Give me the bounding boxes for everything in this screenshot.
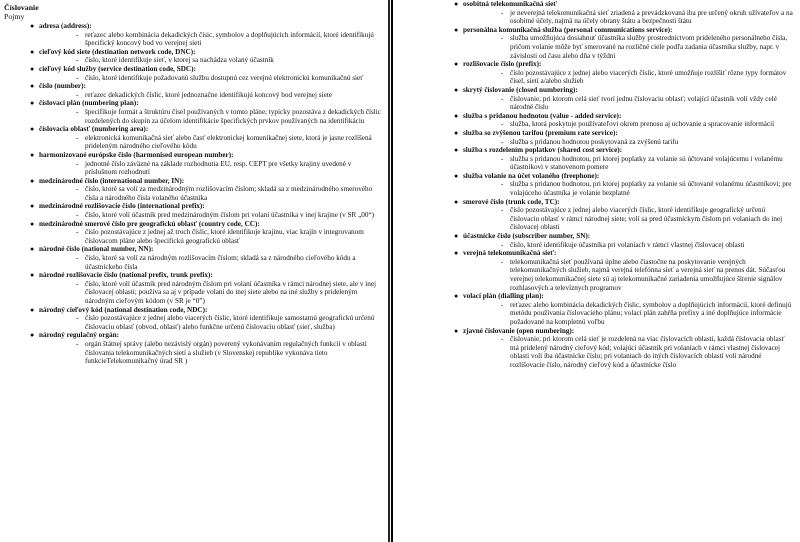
term-definition — [22, 280, 382, 306]
term-name: služba s rozdelením poplatkov (shared cost service): — [463, 146, 623, 155]
definition-text: služba, ktorá poskytuje používateľovi okrem prenosu aj uchovanie a spracovanie informácií — [510, 120, 775, 129]
bullet-icon: ● — [30, 82, 35, 91]
bullet-icon: ● — [454, 326, 459, 335]
glossary-term — [22, 306, 382, 315]
term-name: národný cieľový kód (national destination code, NDC): — [39, 305, 208, 314]
bullet-icon: ● — [30, 176, 35, 185]
bullet-icon: ● — [454, 171, 459, 180]
term-name: zjavné číslovanie (open numbering): — [463, 326, 575, 335]
term-definition — [453, 69, 794, 86]
term-name: cieľový kód služby (service destination code, SDC): — [39, 64, 196, 73]
dash-marker: - — [76, 159, 79, 168]
dash-marker: - — [501, 137, 504, 146]
term-definition — [22, 254, 382, 271]
definition-text: číslo pozostávajúce z jednej alebo viacerých číslic, ktoré identifikuje geografický určenú číslovaciu oblasť v rámci národnej siete; volí sa pred účastníckym číslom pri volaniach do inej číslovacej oblasti — [510, 206, 783, 232]
dash-marker: - — [501, 34, 504, 43]
term-name: osobitná telekomunikačná sieť — [463, 0, 557, 8]
bullet-icon: ● — [454, 25, 459, 34]
term-definition — [22, 56, 382, 65]
term-name: služba s pridanou hodnotou (value - added service): — [463, 111, 622, 120]
term-name: medzinárodné smerové číslo pre geografickú oblasť (country code, CC): — [39, 219, 260, 228]
bullet-icon: ● — [454, 60, 459, 69]
definition-text: číslovanie, pri ktorom celá sieť je rozdelená na viac číslovacích oblastí, každá číslovacia oblasť má pridelený národný cieľový kód; volajúci účastník pri volaniach v rámci vlastnej číslovacej oblasti volí iba účastnícke číslo; pri volaniach do iných číslovacích oblastí volí národné rozlišovacie číslo, národný cieľový kód a účastnícke číslo — [510, 335, 785, 369]
definition-text: číslovanie, pri ktorom celá sieť tvorí jednu číslovaciu oblasť; volající účastník volí vždy celé národné číslo — [510, 94, 777, 112]
dash-marker: - — [76, 228, 79, 237]
term-name: cieľový kód siete (destination network code, DNC): — [39, 47, 196, 56]
term-definition — [453, 120, 794, 129]
dash-marker: - — [76, 314, 79, 323]
bullet-icon: ● — [30, 99, 35, 108]
term-name: číslo (number): — [39, 82, 86, 91]
glossary-term — [453, 112, 794, 121]
definition-text: reťazec dekadických číslic, ktoré jednoznačne identifikujú koncový bod verejnej siete — [85, 90, 332, 99]
glossary-term — [22, 271, 382, 280]
term-definition — [22, 108, 382, 125]
glossary-term — [22, 48, 382, 57]
dash-marker: - — [501, 120, 504, 129]
bullet-icon: ● — [454, 292, 459, 301]
glossary-term — [22, 177, 382, 186]
term-name: skrytý číslovanie (closed numbering): — [463, 85, 578, 94]
term-name: adresa (address): — [39, 22, 92, 30]
bullet-icon: ● — [454, 0, 459, 8]
glossary-term — [22, 245, 382, 254]
definition-text: jednotné číslo záväzné na základe rozhodnutia EU, resp. CEPT pre všetky krajiny uvedené v príslušnom rozhodnutí — [85, 159, 352, 177]
definition-text: číslo pozostávajúce z jednej alebo viacerých číslic, ktoré umožňuje rozlíšiť rôzne typy formátov čísel, sietí a/alebo služieb — [510, 68, 787, 86]
definition-text: je neverejná telekomunikačná sieť zriadená a prevádzkovaná iba pre určený okruh užívateľov a na osobitné účely, najmä na účely obrany štátu a bezpečnosti štátu — [510, 8, 793, 26]
term-definition — [453, 180, 794, 197]
definition-text: služba s pridanou hodnotou poskytovaná za zvýšenú tarifu — [510, 137, 679, 146]
glossary-term — [453, 172, 794, 181]
glossary-term — [453, 60, 794, 69]
dash-marker: - — [501, 257, 504, 266]
glossary-list-left — [22, 22, 382, 366]
glossary-term — [22, 151, 382, 160]
term-name: medzinárodné rozlišovacie číslo (international prefix): — [39, 202, 205, 211]
term-definition — [453, 9, 794, 26]
term-definition — [453, 155, 794, 172]
dash-marker: - — [76, 254, 79, 263]
glossary-term — [22, 65, 382, 74]
definition-text: telekomunikačná sieť používaná úplne alebo čiastočne na poskytovanie verejných telekomunikačných služieb, najmä verejná telefónna sieť a verejná sieť na prenos dát. Súčasťou verejnej telekomunikačnej siete sú aj telekomunikačné zariadenia umožňujúce šírenie signálov rozhlasových a televíznych programov — [510, 257, 786, 292]
bullet-icon: ● — [30, 125, 35, 134]
dash-marker: - — [76, 30, 79, 39]
term-name: rozlišovacie číslo (prefix): — [463, 60, 542, 69]
dash-marker: - — [501, 206, 504, 215]
term-definition — [22, 160, 382, 177]
glossary-term — [453, 0, 794, 9]
dash-marker: - — [501, 240, 504, 249]
term-definition — [22, 74, 382, 83]
bullet-icon: ● — [30, 47, 35, 56]
term-definition — [22, 91, 382, 100]
term-name: služba so zvýšenou tarifou (premium rate service): — [463, 128, 618, 137]
definition-text: orgán štátnej správy (alebo nezávislý orgán) poverený vykonávaním regulačných funkcií v oblasti číslovania telekomunikačných sietí a služieb (v Slovenskej republike vykonáva tieto funkcieTelekomunikačný úrad SR ) — [85, 339, 367, 366]
glossary-term — [453, 232, 794, 241]
bullet-icon: ● — [30, 331, 35, 340]
dash-marker: - — [76, 107, 79, 116]
term-name: účastnícke číslo (subscriber number, SN): — [463, 232, 591, 241]
dash-marker: - — [501, 154, 504, 163]
term-definition — [453, 241, 794, 250]
document-title: Číslovanie — [4, 3, 39, 12]
definition-text: číslo pozostávajúce z jednej až troch číslic, ktoré identifikuje krajinu, viac krajín v integrovanom číslovacom pláne alebo špecifickú geografickú oblasť — [85, 228, 364, 245]
definition-text: reťazec alebo kombinácia dekadických číslic, symbolov a doplňujúcich informácií, ktoré definujú metódu používania číslovacieho plánu; volací plán zahŕňa prefixy a iné doplňujúce informácie požadované na kompletnú voľbu — [510, 300, 792, 326]
bullet-icon: ● — [454, 111, 459, 120]
term-definition — [22, 211, 382, 220]
definition-text: číslo, ktoré volí účastník pred národným číslom pri volaní účastníka v rámci národnej siete, ale v inej číslovacej oblasti; používa sa aj v prípade volaní do inej siete alebo na iné služby s prideleným národným cieľovým kódom (v SR je “0”) — [85, 279, 377, 305]
glossary-term — [22, 331, 382, 340]
bullet-icon: ● — [30, 305, 35, 314]
dash-marker: - — [501, 180, 504, 189]
glossary-term — [453, 327, 794, 336]
term-definition — [22, 314, 382, 331]
page-divider — [388, 0, 390, 542]
glossary-term — [453, 146, 794, 155]
dash-marker: - — [501, 335, 504, 344]
glossary-term — [453, 26, 794, 35]
bullet-icon: ● — [30, 271, 35, 280]
term-definition — [453, 95, 794, 112]
term-definition — [453, 335, 794, 369]
document-subtitle: Pojmy — [4, 12, 25, 21]
dash-marker: - — [76, 133, 79, 142]
dash-marker: - — [76, 73, 79, 82]
definition-text: číslo, ktoré identifikuje požadovanú službu dostupnú cez verejnú elektronickú komunikačnú sieť — [85, 73, 364, 82]
bullet-icon: ● — [454, 249, 459, 258]
term-definition — [22, 340, 382, 366]
term-definition — [453, 258, 794, 292]
definition-text: služba s pridanou hodnotou, pri ktorej poplatky za volanie sú účtované volanému účastníkovi; pre volajúceho účastníka je volanie bezplatné — [510, 180, 792, 198]
definition-text: číslo, ktoré volí účastník pred medzinárodným číslom pri volaní účastníka v inej krajine (v SR „00“) — [85, 211, 375, 220]
bullet-icon: ● — [30, 22, 35, 30]
definition-text: služba s pridanou hodnotou, pri ktorej poplatky za volanie sú účtované volajúcemu i volanému účastníkovi v stanovenom pomere — [510, 154, 783, 172]
glossary-term — [22, 202, 382, 211]
bullet-icon: ● — [30, 64, 35, 73]
definition-text: reťazec alebo kombinácia dekadických čísic, symbolov a doplňujúcich informácií, ktoré identifikujú špecifický koncový bod vo verejnej sieti — [85, 30, 374, 48]
term-definition — [22, 185, 382, 202]
term-name: národné rozlišovacie číslo (national prefix, trunk prefix): — [39, 271, 213, 280]
bullet-icon: ● — [30, 150, 35, 159]
term-name: smerové číslo (trunk code, TC): — [463, 197, 560, 206]
term-definition — [453, 34, 794, 60]
definition-text: číslo, ktoré identifikuje sieť, v ktorej sa nachádza volaný účastník — [85, 56, 274, 65]
glossary-term — [22, 22, 382, 31]
dash-marker: - — [76, 339, 79, 348]
bullet-icon: ● — [454, 232, 459, 241]
dash-marker: - — [76, 279, 79, 288]
definition-text: služba umožňujúca dosiahnuť účastníka služby prostredníctvom prideleného personálneho čísla, pričom volanie môže byť smerované na rozličné ciele podľa zadania účastníka služby, napr. v závislosti od času alebo dňa v týždni — [510, 34, 788, 60]
definition-text: špecifikuje formát a štruktúru čísel používaných v tomto pláne; typicky pozostáva z dekadických číslic rozdelených do skupín za účelom identifikácie špecifických prvkov používaných na identifikáciu — [85, 107, 381, 125]
definition-text: číslo pozostávajúce z jednej alebo viacerých číslic, ktoré identifikuje samostatnú geografickú určenú číslovaciu oblasť (obvod, oblasť) alebo funkčne určenú číslovaciu oblasť (sieť, služba) — [85, 314, 375, 331]
bullet-icon: ● — [30, 245, 35, 254]
glossary-term — [453, 86, 794, 95]
glossary-term — [453, 249, 794, 258]
dash-marker: - — [76, 185, 79, 194]
bullet-icon: ● — [30, 219, 35, 228]
term-definition — [22, 134, 382, 151]
term-name: volací plán (dialling plan): — [463, 292, 544, 301]
term-name: verejná telekomunikačná sieť: — [463, 249, 557, 258]
definition-text: číslo, ktoré sa volí za medzinárodným rozlišovacím číslom; skladá sa z medzinárodného smerového čísla a národného čísla volaného účastníka — [85, 185, 373, 202]
bullet-icon: ● — [454, 128, 459, 137]
definition-text: číslo, ktoré identifikuje účastníka pri volaniach v rámci vlastnej číslovacej oblasti — [510, 240, 745, 249]
term-definition — [22, 228, 382, 245]
left-page — [0, 0, 388, 542]
glossary-list-right — [453, 0, 794, 370]
term-definition — [453, 206, 794, 232]
dash-marker: - — [501, 94, 504, 103]
term-name: personálna komunikačná služba (personal communications service): — [463, 25, 673, 34]
term-name: národný regulačný orgán: — [39, 331, 120, 340]
bullet-icon: ● — [454, 146, 459, 155]
glossary-term — [453, 292, 794, 301]
glossary-term — [22, 82, 382, 91]
glossary-term — [453, 198, 794, 207]
term-definition — [453, 301, 794, 327]
dash-marker: - — [501, 300, 504, 309]
term-definition — [453, 138, 794, 147]
bullet-icon: ● — [454, 197, 459, 206]
bullet-icon: ● — [30, 202, 35, 211]
dash-marker: - — [76, 90, 79, 99]
term-definition — [22, 31, 382, 48]
definition-text: číslo, ktoré sa volí za národným rozlišovacím číslom; skladá sa z národného cieľového kódu a účastníckeho čísla — [85, 254, 356, 271]
term-name: harmonizované európske číslo (harmonised european number): — [39, 150, 234, 159]
dash-marker: - — [501, 8, 504, 17]
term-name: medzinárodné číslo (international number, IN): — [39, 176, 185, 185]
dash-marker: - — [76, 56, 79, 65]
bullet-icon: ● — [454, 85, 459, 94]
term-name: číslovacia oblasť (numbering area): — [39, 125, 149, 134]
dash-marker: - — [76, 211, 79, 220]
glossary-term — [22, 99, 382, 108]
dash-marker: - — [501, 68, 504, 77]
term-name: národné číslo (national number, NN): — [39, 245, 154, 254]
right-page — [393, 0, 800, 542]
glossary-term — [22, 220, 382, 229]
definition-text: elektronická komunikačná sieť alebo časť elektronickej komunikačnej siete, ktorá je jasne rozlíšená prideleným národného cieľového kódu — [85, 133, 372, 151]
glossary-term — [453, 129, 794, 138]
term-name: číslovací plán (numbering plan): — [39, 99, 139, 108]
glossary-term — [22, 125, 382, 134]
term-name: služba volanie na účet volaného (freephone): — [463, 171, 600, 180]
